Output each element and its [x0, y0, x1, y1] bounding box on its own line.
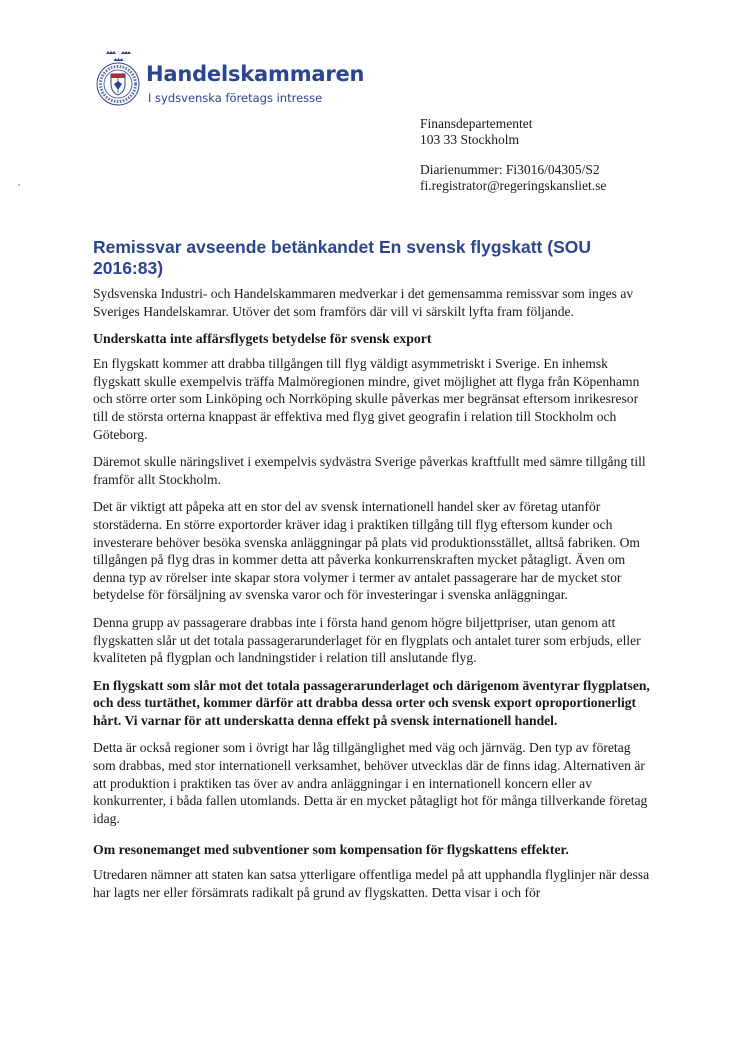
section-heading-1: Underskatta inte affärsflygets betydelse för svensk export — [93, 331, 432, 347]
section-heading-2: Om resonemanget med subventioner som kompensation för flygskattens effekter. — [93, 842, 569, 858]
letterhead-logo — [90, 44, 365, 114]
bold-paragraph: En flygskatt som slår mot det totala passagerarunderlaget och därigenom äventyrar flygplatsen, och dess turtäthet, kommer därför att drabba dessa orter och svensk export oproportionerligt hårt. Vi varnar för att underskatta denna effekt på svensk internationell handel. — [93, 677, 650, 728]
paragraph: Detta är också regioner som i övrigt har låg tillgänglighet med väg och järnväg. Den typ av företag som drabbas, med stor internationell verksamhet, behöver utvecklas där de finns idag. Alternativen är att produktion i praktiken tas över av andra anläggningar i en internationell koncern eller av konkurrenter, i båda fallen utomlands. Detta är en mycket påtagligt hot för många tillverkande företag idag. — [93, 740, 648, 826]
letter-body — [93, 237, 655, 912]
diarienummer: Diarienummer: Fi3016/04305/S2 — [420, 162, 600, 177]
paragraph: Denna grupp av passagerare drabbas inte i första hand genom högre biljettpriser, utan genom att flygskatten slår ut det totala passagerarunderlaget för en flygplats och antalet turer som erbjuds, eller kvaliteten på flygplan och landningstider i relation till anslutande flyg. — [93, 614, 641, 666]
intro-paragraph: Sydsvenska Industri- och Handelskammaren medverkar i det gemensamma remissvar som inges av Sveriges Handelskamrar. Utöver det som framförs där vill vi särskilt lyfta fram följande. — [93, 286, 634, 319]
recipient-line-1: Finansdepartementet — [420, 116, 533, 131]
recipient-line-2: 103 33 Stockholm — [420, 132, 520, 147]
paragraph: Däremot skulle näringslivet i exempelvis sydvästra Sverige påverkas kraftfullt med sämre tillgång till framför allt Stockholm. — [93, 454, 646, 487]
org-tagline: I sydsvenska företags intresse — [148, 91, 323, 105]
chamber-seal-icon — [90, 48, 146, 108]
document-title: Remissvar avseende betänkandet En svensk flygskatt (SOU 2016:83) — [93, 237, 591, 278]
paragraph: Utredaren nämner att staten kan satsa ytterligare offentliga medel på att upphandla flyglinjer när dessa har lagts ner eller försämrats radikalt på grund av flygskatten. Detta visar i och för — [93, 867, 650, 901]
paragraph: En flygskatt kommer att drabba tillgången till flyg väldigt asymmetriskt i Sverige. En inhemsk flygskatt skulle exempelvis träffa Malmöregionen mindre, givet möjlighet att flyga från Köpenhamn och större orter som Linköping och Norrköping skulle påverkas mer begränsat eftersom inrikesresor till de största orterna knappast är effektiva med flyg givet geografin i relation till Stockholm och Göteborg. — [93, 356, 640, 442]
org-name: Handelskammaren — [146, 62, 365, 86]
margin-mark — [18, 184, 20, 186]
recipient-email: fi.registrator@regeringskansliet.se — [420, 178, 607, 193]
paragraph: Det är viktigt att påpeka att en stor del av svensk internationell handel sker av företag utanför storstäderna. En större exportorder kräver idag i praktiken tillgång till flyg eftersom kunder och investerare behöver besöka svenska anläggningar på plats vid produktionsstället, alltså fabriken. Om tillgången på flyg dras in kommer detta att påverka konkurrenskraften mycket påtagligt. Även om denna typ av rörelser inte skapar stora volymer i termer av antalet passagerare har de mycket stor betydelse för försäljning av svenska varor och för investeringar i svenska anläggningar. — [93, 499, 640, 603]
recipient-address — [420, 116, 606, 194]
